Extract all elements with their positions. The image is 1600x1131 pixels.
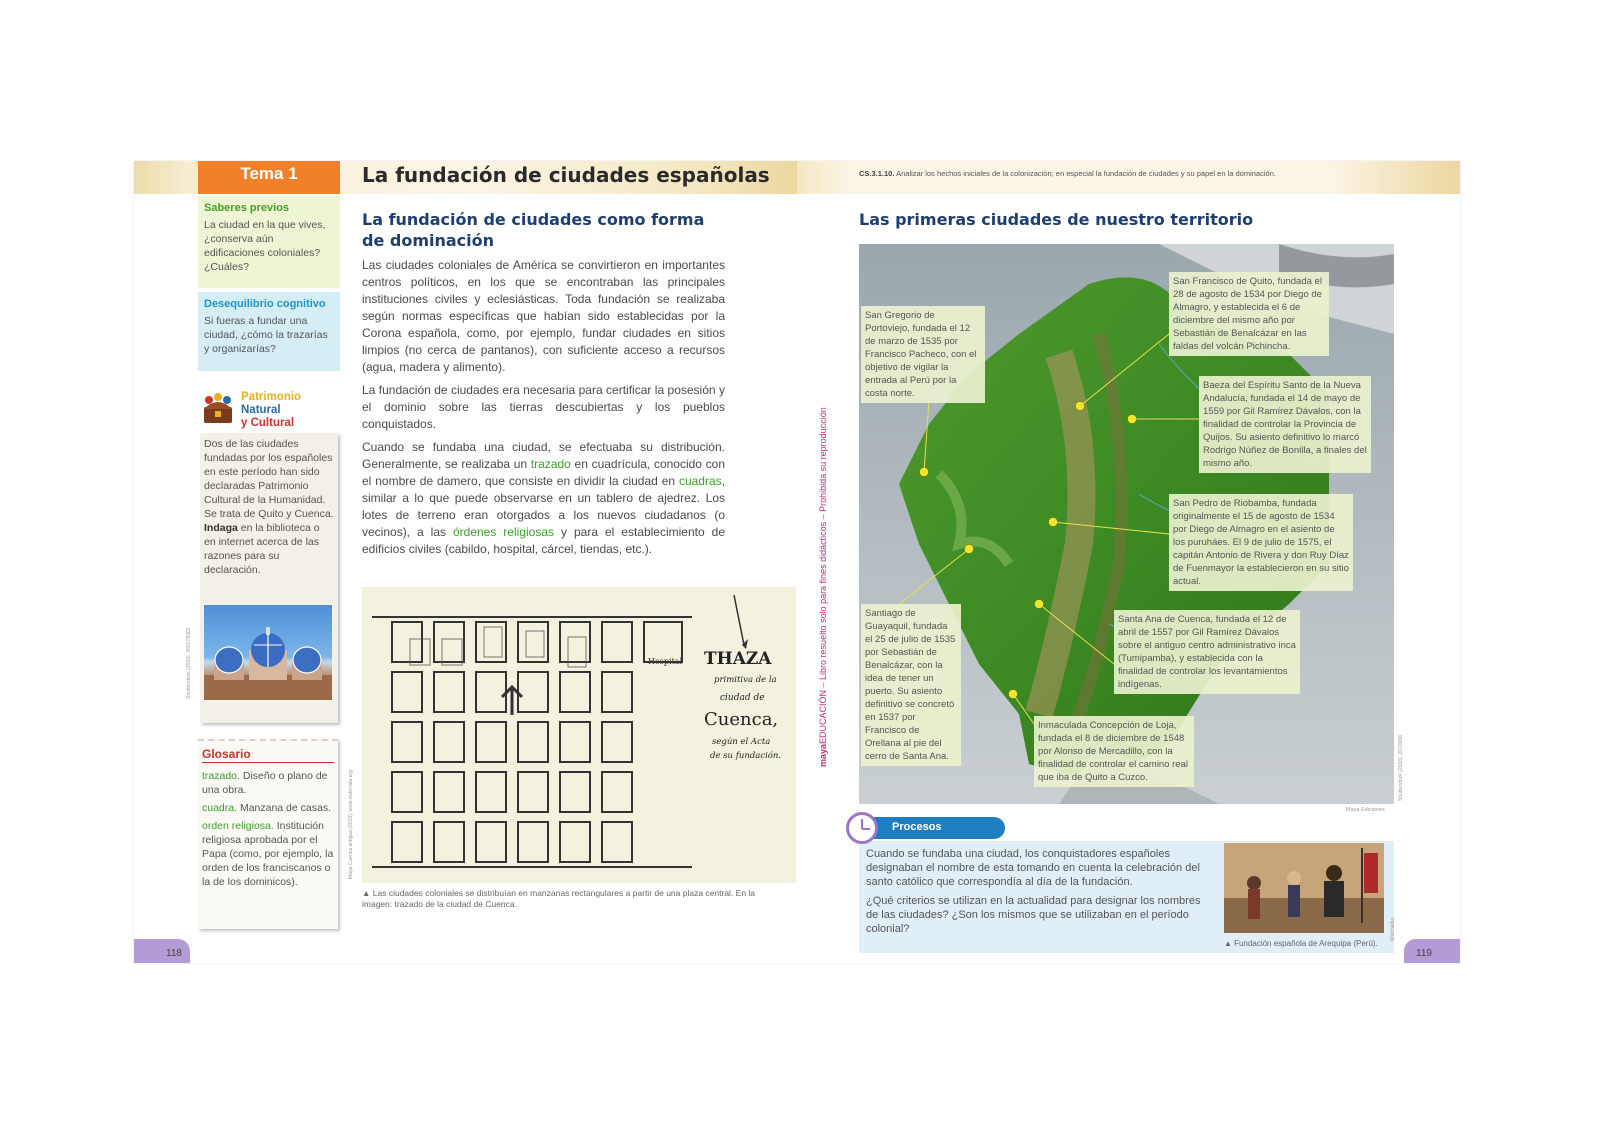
photo-credit: Shutterstock (2018). 360778362 [186, 627, 192, 699]
term-ordenes: órdenes religiosas [452, 525, 555, 539]
callout-loja: Inmaculada Concepción de Loja, fundada el 8 de diciembre de 1548 por Alonso de Mercadillo, con la finalidad de controlar el camino real que iba de Quito a Cuzco. [1034, 716, 1194, 787]
glossary-def: Diseño o plano de una obra. [202, 770, 328, 796]
p3-part-b: en cuadrícula, conocido con el nombre de damero, que consiste en dividir la ciudad en [362, 457, 726, 488]
cathedral-domes-illustration [204, 605, 332, 700]
callout-cuenca: Santa Ana de Cuenca, fundada el 12 de abril de 1557 por Gil Ramírez Dávalos sobre el antiguo centro administrativo inca (Tumipamba), y establecida con la finalidad de controlar los levantamientos indígenas. [1114, 610, 1300, 694]
glossary-def: Manzana de casas. [237, 802, 332, 814]
patrimonio-title-3: y Cultural [241, 417, 295, 429]
brand-maya: maya [818, 743, 828, 767]
procesos-caption: ▲ Fundación española de Arequipa (Perú). [1224, 939, 1378, 948]
section-title-line-1: La fundación de ciudades como forma [362, 210, 705, 229]
page-number-right: 119 [1416, 948, 1432, 959]
page-number-tab-left [134, 939, 190, 963]
indaga-bold: Indaga [204, 522, 238, 534]
glosario-title: Glosario [202, 747, 334, 763]
paragraph-1: Las ciudades coloniales de América se convirtieron en importantes centros políticos, en los que se encontraban las principales instituciones civiles y eclesiásticas. Toda fundación se realizaba según normas específicas que habían sido establecidas por la Corona española, como, por ejemplo, fundar ciudades en sitios limpios (no cerca de pantanos), con suficiente acceso a recursos (agua, madera y alimento). [362, 258, 725, 374]
map-credit: Maya Ediciones [1346, 807, 1385, 813]
section-title [362, 209, 704, 251]
paragraph-2: La fundación de ciudades era necesaria para certificar la posesión y el dominio sobre las tierras descubiertas y los pueblos conquistados. [362, 383, 725, 431]
desequilibrio-text: Si fueras a fundar una ciudad, ¿cómo la trazarías y organizarías? [204, 315, 328, 355]
callout-baeza: Baeza del Espíritu Santo de la Nueva Andalucía, fundada el 14 de mayo de 1559 por Gil Ramírez Dávalos, con la finalidad de controlar la Provincia de Quijos. Su asiento definitivo lo marcó Rodrigo Núñez de Bonilla, a finales del mismo año. [1199, 376, 1371, 473]
desequilibrio-box [198, 292, 340, 371]
main-body-text [362, 257, 725, 564]
cuenca-cathedral-photo [204, 605, 332, 700]
saberes-previos-text: La ciudad en la que vives, ¿conserva aún edificaciones coloniales? ¿Cuáles? [204, 219, 326, 273]
p3-part-c: , similar a lo que puede observarse en un tablero de ajedrez. Los lotes de terreno eran otorgados a los nuevos ciudadanos (o vecinos), a las [362, 474, 725, 539]
glossary-item [202, 819, 334, 889]
saberes-previos-title: Saberes previos [204, 202, 289, 214]
desequilibrio-title: Desequilibrio cognitivo [204, 298, 326, 310]
saberes-previos-box [198, 196, 340, 288]
procesos-text [866, 847, 1206, 941]
patrimonio-body [200, 433, 338, 723]
plan-line-2: ciudad de [720, 693, 765, 703]
map-title: Las primeras ciudades de nuestro territorio [859, 210, 1254, 229]
ecuador-relief-map [859, 244, 1394, 804]
curriculum-code [859, 169, 1276, 178]
grid-plan-drawing [362, 587, 796, 883]
callout-portoviejo: San Gregorio de Portoviejo, fundada el 12 de marzo de 1535 por Francisco Pacheco, con el objetivo de vigilar la entrada al Perú por la costa norte. [861, 306, 985, 403]
glossary-term: trazado. [202, 770, 240, 782]
painting-figures [1224, 843, 1384, 933]
p3-part-d: y para el establecimiento de edificios civiles (cabildo, hospital, cárcel, tiendas, etc.). [362, 525, 725, 556]
page-number-tab-right [1404, 939, 1460, 963]
patrimonio-header [198, 389, 340, 431]
patrimonio-text: Dos de las ciudades fundadas por los españoles en este período han sido declaradas Patrimonio Cultural de la Humanidad. Se trata de Quito y Cuenca. [204, 438, 334, 520]
treasure-chest-icon [200, 391, 236, 427]
glossary-term: orden religiosa. [202, 820, 274, 832]
section-title-line-2: de dominación [362, 231, 495, 250]
vertical-brand [818, 407, 828, 767]
glossary-term: cuadra. [202, 802, 238, 814]
glossary-item [202, 769, 334, 797]
page-number-left: 118 [166, 948, 182, 959]
plan-title-cuenca: Cuenca, [704, 709, 779, 730]
patrimonio-title-2: Natural [241, 404, 281, 416]
brand-rest: EDUCACIÓN – Libro resuelto solo para fines didácticos – Prohibida su reproducción [818, 407, 828, 744]
procesos-paragraph-2: ¿Qué criterios se utilizan en la actualidad para designar los nombres de las ciudades? ¿Son los mismos que se utilizaban en el período colonial? [866, 895, 1201, 935]
indaga-text [204, 521, 334, 577]
callout-riobamba: San Pedro de Riobamba, fundada originalmente el 15 de agosto de 1534 por Diego de Almagro en el asiento de los puruháes. El 9 de julio de 1575, el capitán Antonio de Rivera y don Ruy Díaz de Fuenmayor la establecieron en su sitio actual. [1169, 494, 1353, 591]
indaga-rest: en la biblioteca o en internet acerca de las razones para su declaración. [204, 522, 320, 576]
clock-icon [846, 812, 878, 844]
book-spread [134, 161, 1460, 963]
arequipa-painting [1224, 843, 1384, 933]
plan-title-traza: THAZA [704, 649, 772, 669]
procesos-label: Procesos [892, 821, 942, 833]
cuenca-plan-image [362, 587, 796, 883]
tema-tab: Tema 1 [198, 161, 340, 194]
procesos-credit: Wikimedia [1390, 917, 1396, 941]
term-trazado: trazado [530, 457, 571, 471]
glossary-item [202, 801, 334, 815]
cs-code-id: CS.3.1.10. [859, 169, 895, 178]
p3-part-a: Cuando se fundaba una ciudad, se efectuaba su distribución. Generalmente, se realizaba un [362, 440, 725, 471]
plan-line-3: según el Acta [712, 737, 771, 747]
patrimonio-title-1: Patrimonio [241, 391, 302, 403]
plan-line-1: primitiva de la [714, 675, 777, 685]
paragraph-3 [362, 439, 725, 558]
plan-hospital-label: Hospital [648, 657, 683, 666]
glosario-box [198, 739, 338, 929]
plan-line-4: de su fundación. [710, 751, 782, 761]
glossary-def: Institución religiosa aprobada por el Papa (como, por ejemplo, la orden de los franciscanos o la de los dominicos). [202, 820, 334, 888]
cs-code-text: Analizar los hechos iniciales de la colonización; en especial la fundación de ciudades y su papel en la dominación. [896, 169, 1276, 178]
plan-caption: ▲ Las ciudades coloniales se distribuían en manzanas rectangulares a partir de una plaza central. En la imagen: trazado de la ciudad de Cuenca. [362, 888, 756, 909]
term-cuadras: cuadras [678, 474, 722, 488]
map-side-credit: Shutterstock (2018). 2670068 [1398, 735, 1404, 801]
plan-credit: Mapa Cuenca antigua (2018). www.viaferrata.org [348, 770, 354, 879]
callout-quito: San Francisco de Quito, fundada el 28 de agosto de 1534 por Diego de Almagro, y establecida el 6 de diciembre del mismo año por Sebastián de Benalcázar en las faldas del volcán Pichincha. [1169, 272, 1329, 356]
page-title: La fundación de ciudades españolas [362, 163, 770, 187]
procesos-paragraph-1: Cuando se fundaba una ciudad, los conquistadores españoles designaban el nombre de esta tomando en cuenta la celebración del santo católico que correspondía al día de la fundación. [866, 848, 1200, 888]
callout-guayaquil: Santiago de Guayaquil, fundada el 25 de julio de 1535 por Sebastián de Benalcázar, con la idea de tener un puerto. Su asiento definitivo se concretó en 1537 por Francisco de Orellana al pie del cerro de Santa Ana. [861, 604, 961, 766]
